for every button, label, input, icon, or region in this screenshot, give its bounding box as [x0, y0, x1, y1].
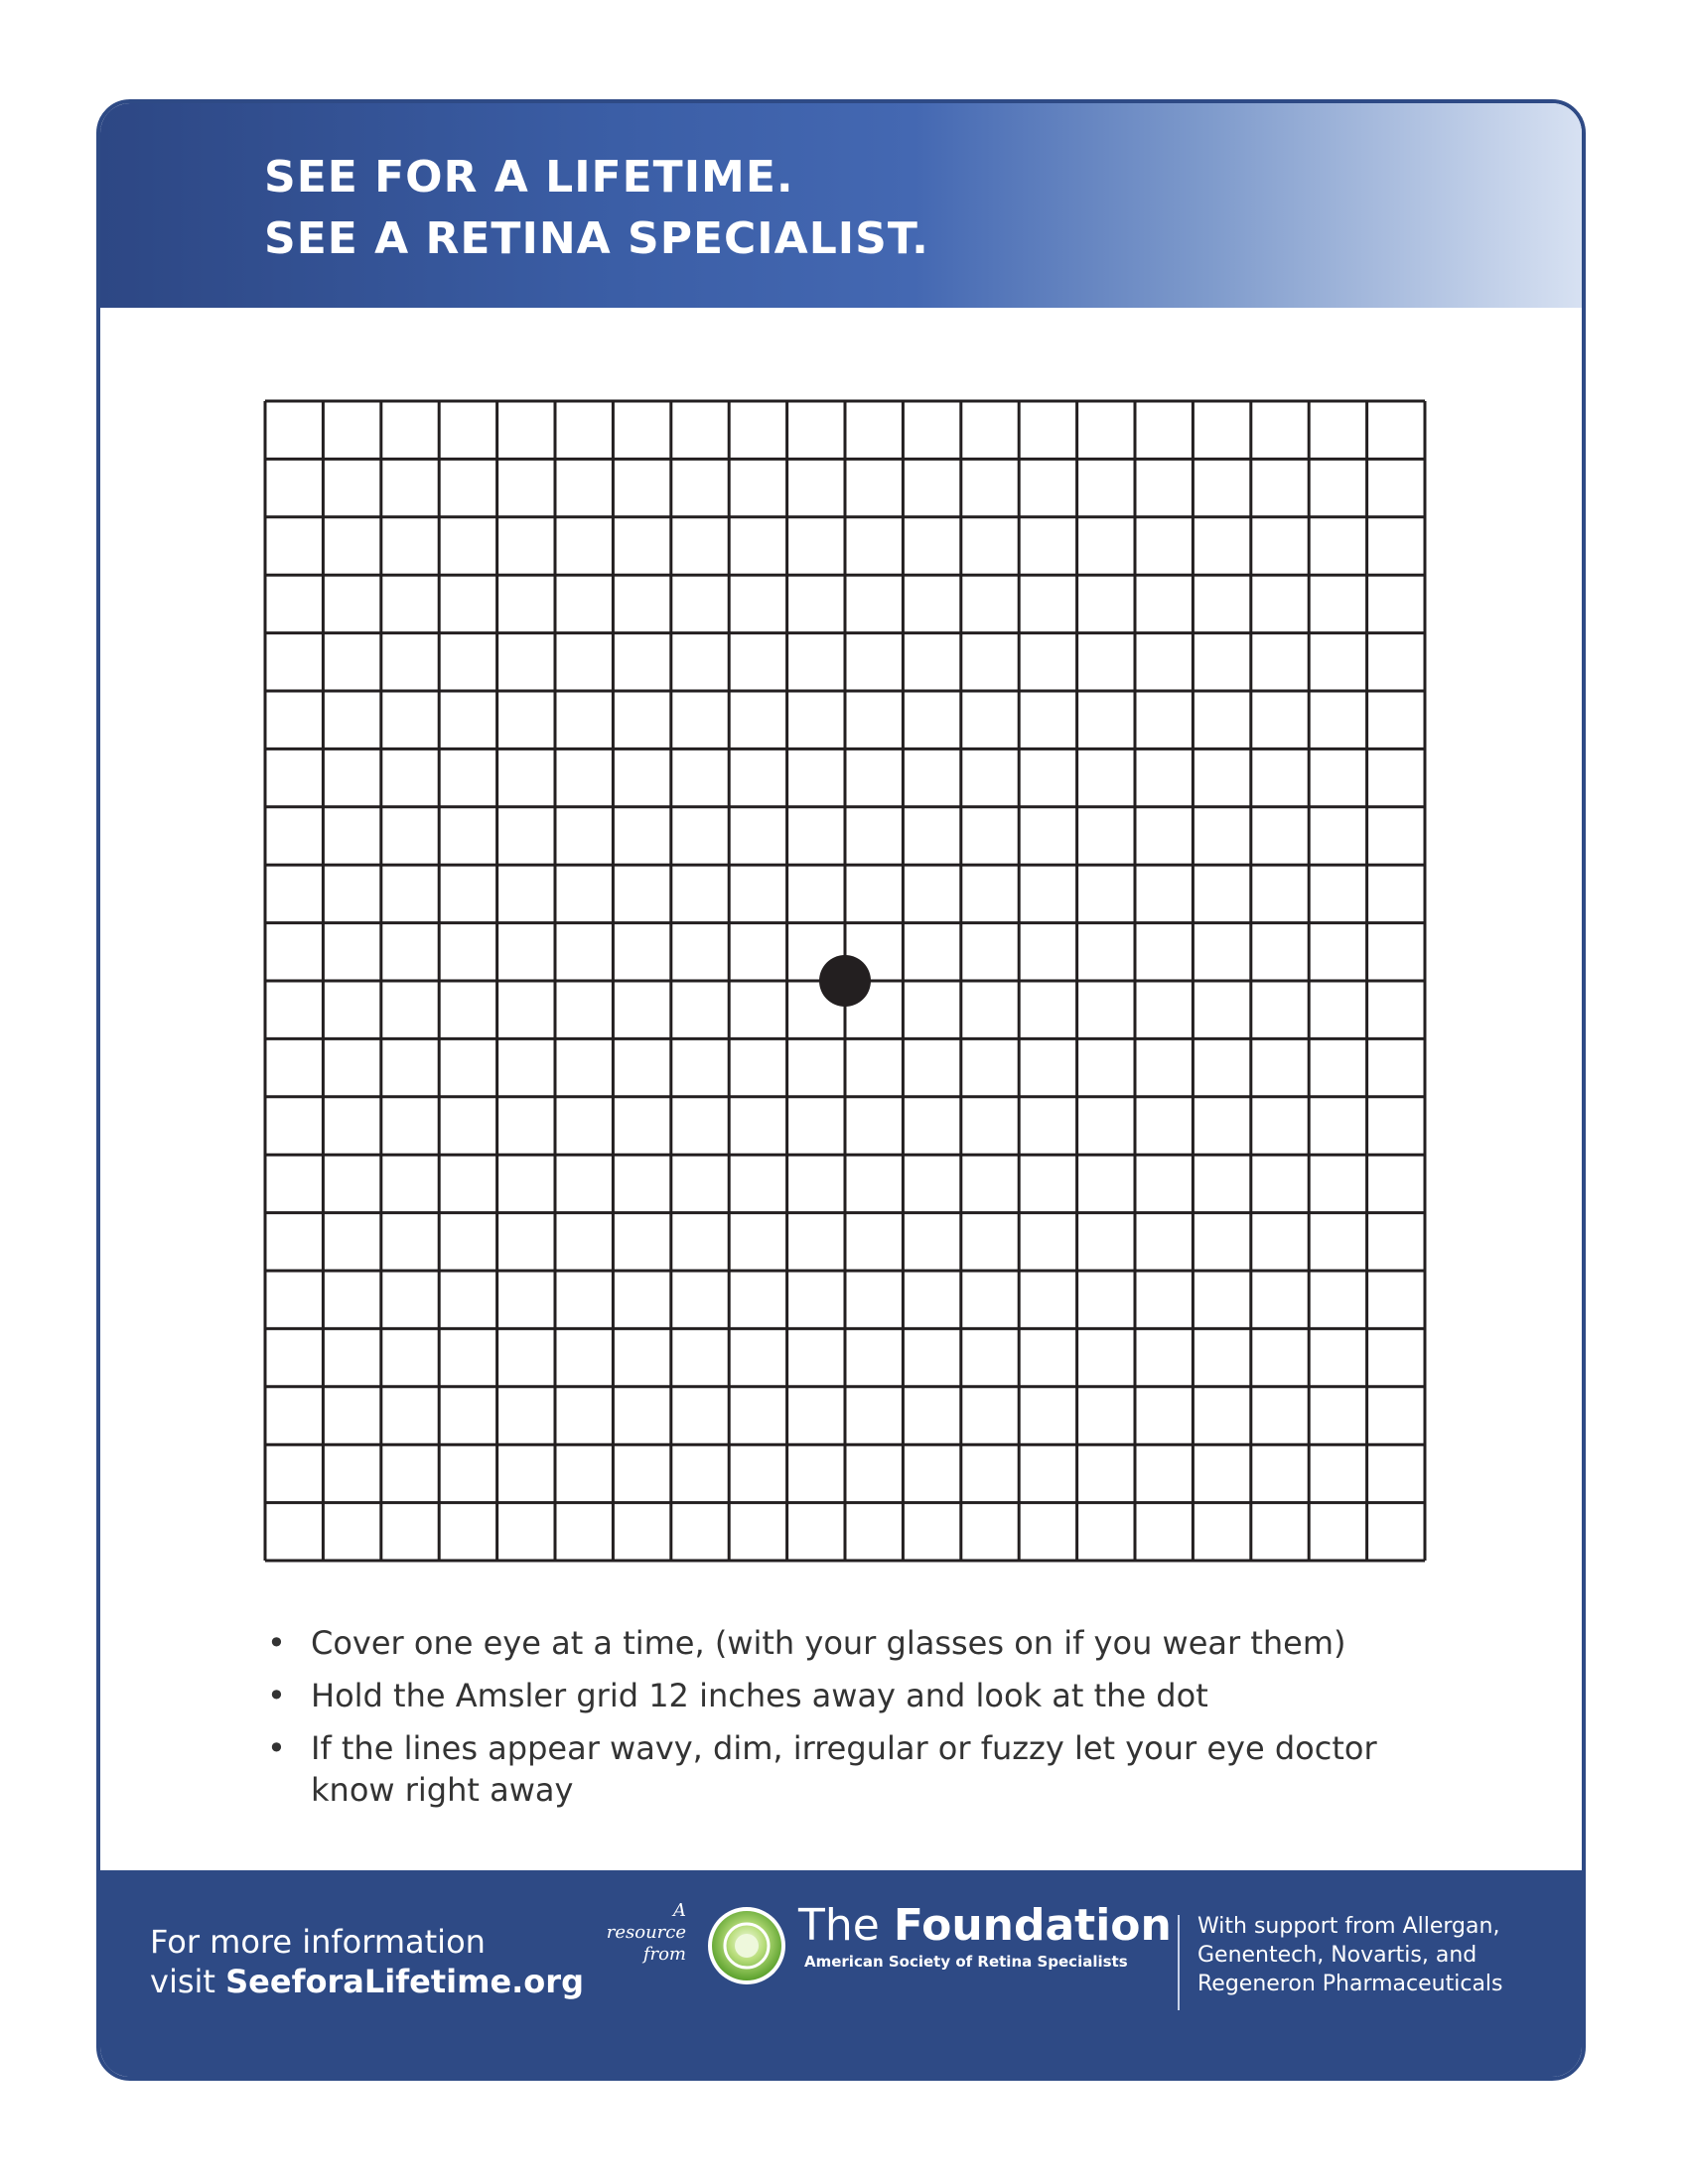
resource-a: A — [673, 1900, 686, 1921]
more-info-line: For more information — [150, 1923, 486, 1961]
bullet-icon: • — [267, 1729, 286, 1767]
instruction-text: If the lines appear wavy, dim, irregular or fuzzy let your eye doctor know right away — [311, 1729, 1377, 1809]
instructions-list — [267, 1622, 1459, 1822]
logo-the: The — [798, 1900, 880, 1951]
amsler-grid — [263, 399, 1427, 1563]
footer-divider — [1178, 1915, 1180, 2010]
bullet-icon: • — [267, 1624, 286, 1662]
logo-foundation: Foundation — [893, 1900, 1172, 1951]
resource-word: resource — [606, 1922, 686, 1943]
resource-from-label — [602, 1900, 686, 1966]
headline-line-1: SEE FOR A LIFETIME. — [264, 152, 794, 203]
amsler-grid-svg — [263, 399, 1427, 1563]
visit-prefix: visit — [150, 1963, 226, 2000]
more-info — [150, 1922, 584, 2001]
headline-line-2: SEE A RETINA SPECIALIST. — [264, 213, 929, 264]
footer — [100, 1870, 1582, 2077]
center-fixation-dot — [819, 955, 871, 1007]
headline — [264, 147, 929, 270]
instruction-text: Hold the Amsler grid 12 inches away and look at the dot — [311, 1677, 1208, 1714]
website-link[interactable]: SeeforaLifetime.org — [225, 1963, 584, 2000]
foundation-logo — [798, 1900, 1172, 1972]
foundation-logo-icon — [706, 1905, 787, 1986]
header-banner — [100, 103, 1582, 308]
instruction-text: Cover one eye at a time, (with your glasses on if you wear them) — [311, 1624, 1346, 1662]
logo-subtitle: American Society of Retina Specialists — [804, 1953, 1128, 1971]
instruction-item — [267, 1622, 1459, 1664]
amsler-grid-card — [96, 99, 1586, 2081]
bullet-icon: • — [267, 1677, 286, 1714]
support-text: With support from Allergan, Genentech, Novartis, and Regeneron Pharmaceuticals — [1197, 1914, 1503, 1996]
resource-from: from — [642, 1944, 686, 1965]
instruction-item — [267, 1675, 1459, 1716]
instruction-item — [267, 1727, 1459, 1811]
